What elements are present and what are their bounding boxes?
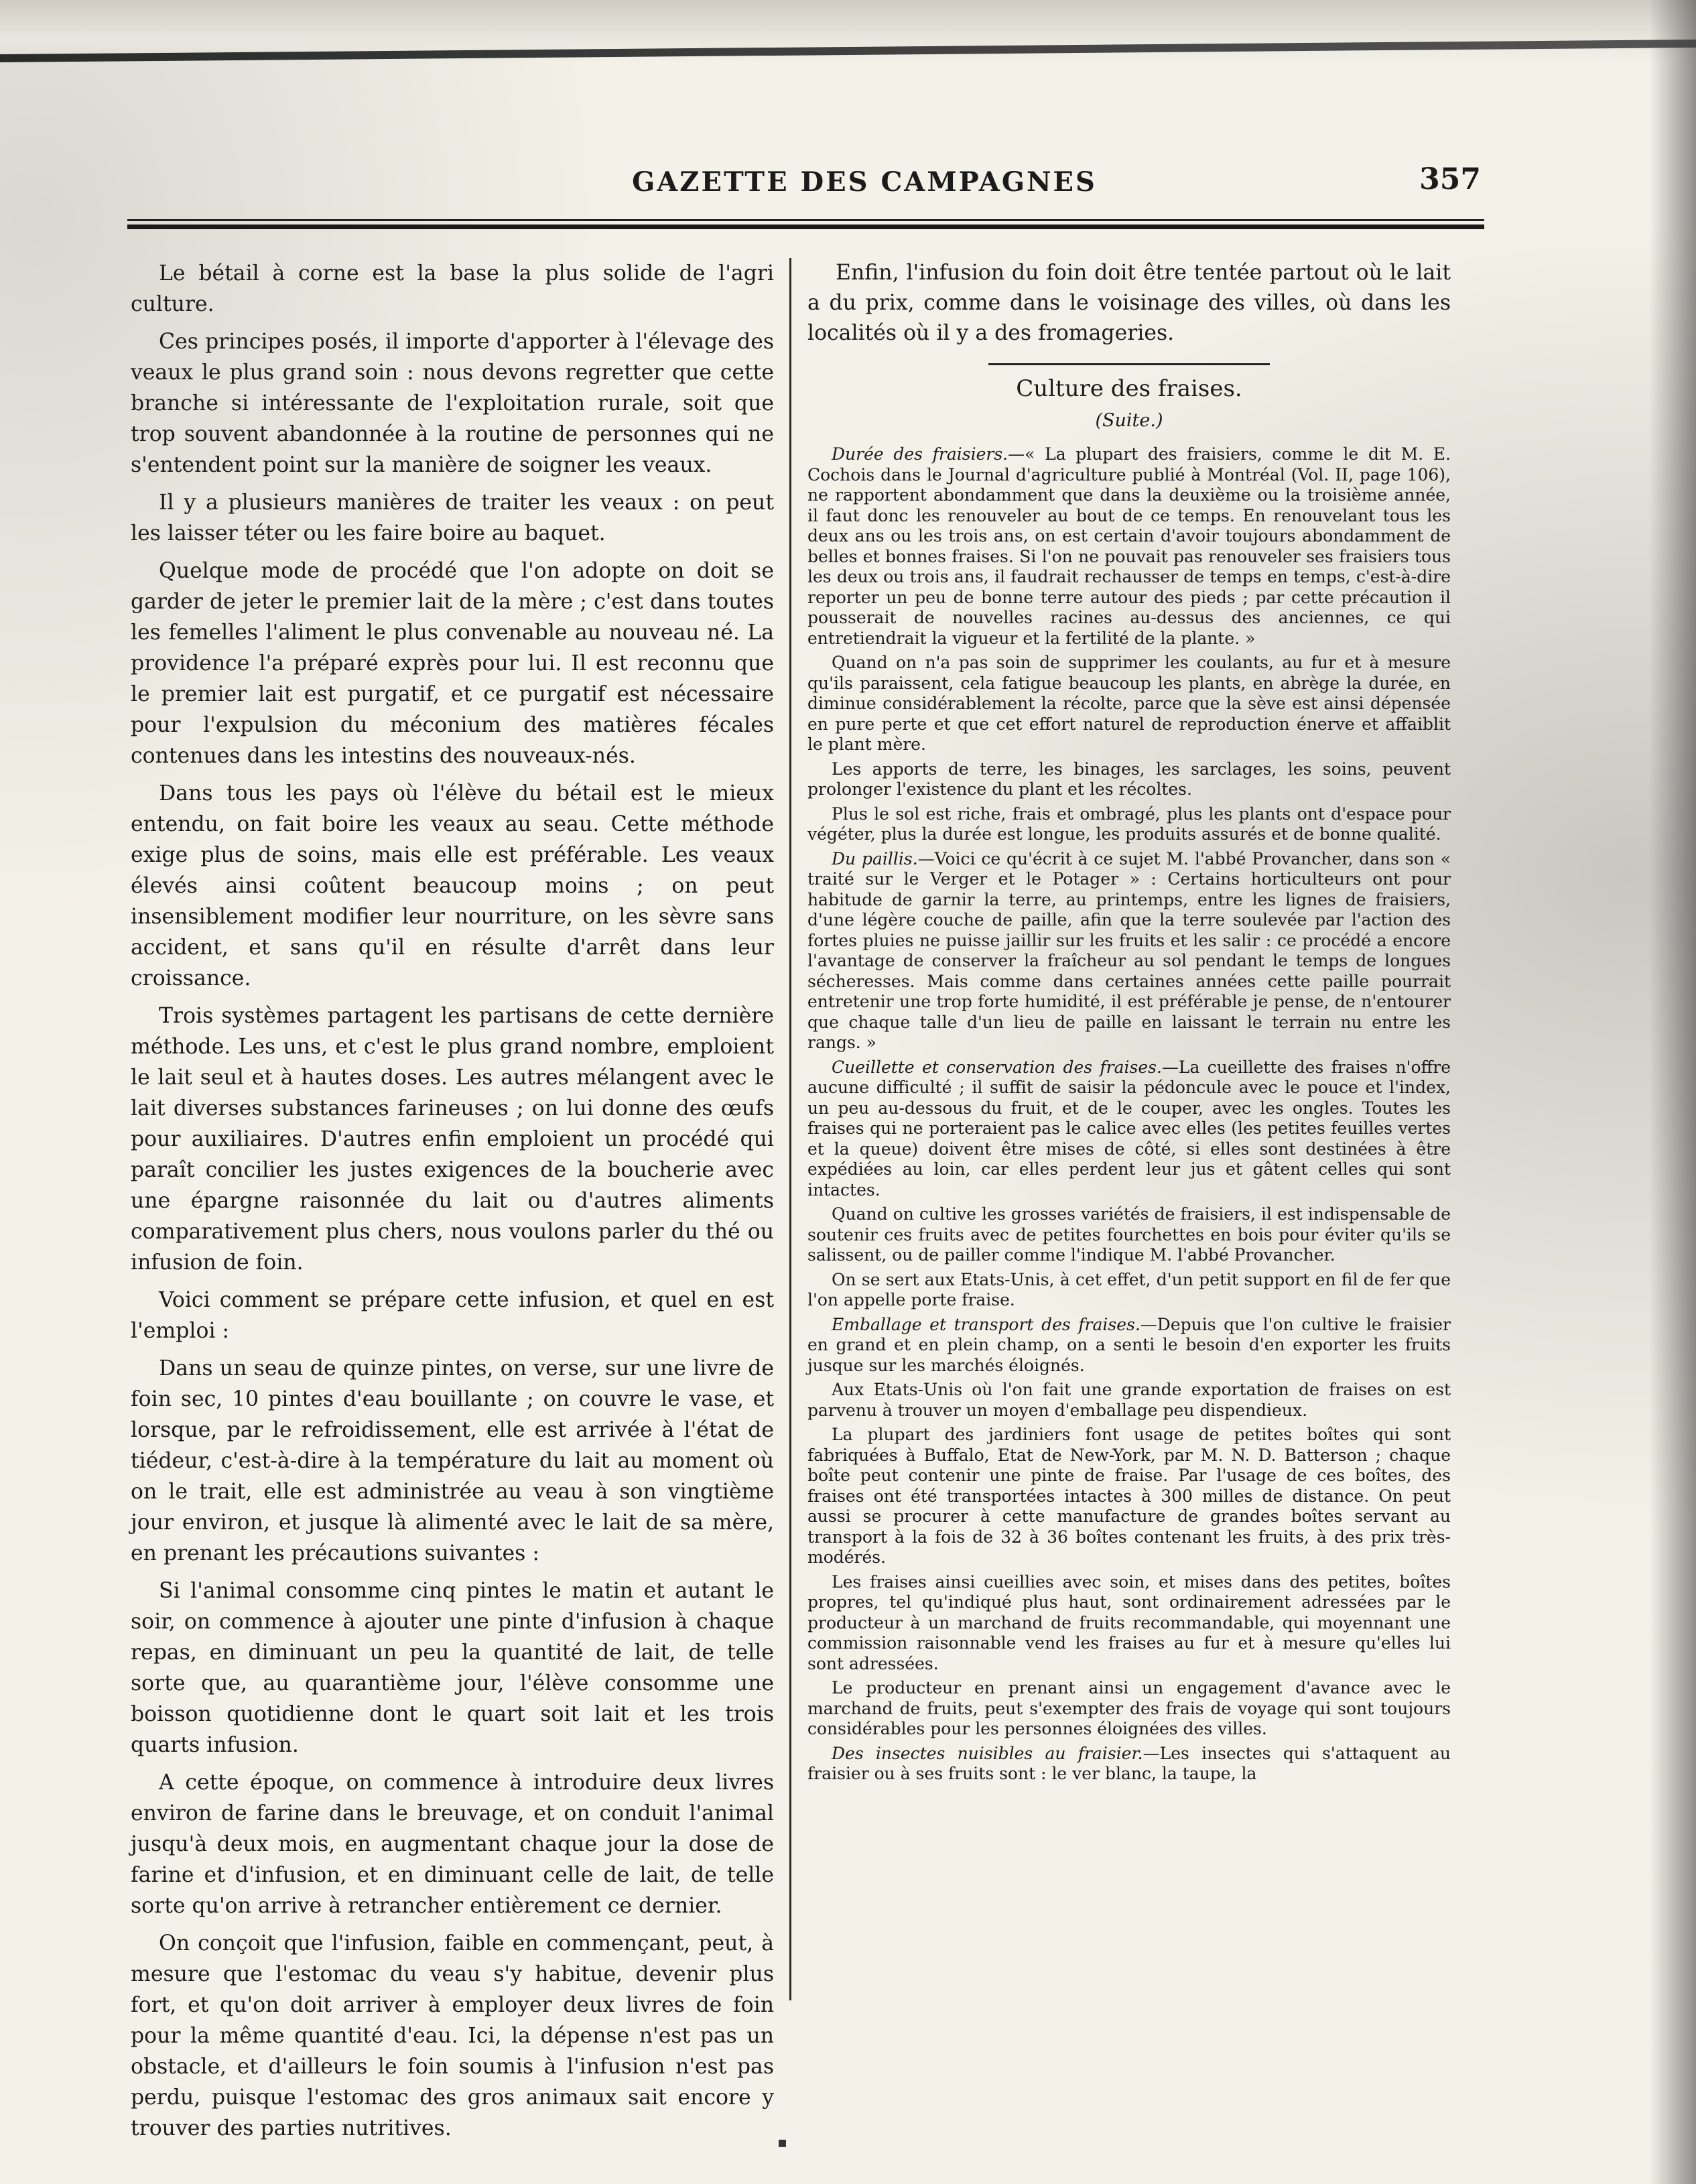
page-number: 357 xyxy=(1419,162,1481,196)
article-paragraph xyxy=(807,1204,1451,1266)
paragraph: Si l'animal consomme cinq pintes le matin et autant le soir, on commence à ajouter une pinte d'infusion à chaque repas, en diminuant un peu la quantité de lait, de telle sorte que, au quarantième jour, l'élève consomme une boisson quotidienne dont le quart soit lait et les trois quarts infusion. xyxy=(131,1579,774,1757)
paragraph-text: On se sert aux Etats-Unis, à cet effet, d'un petit support en fil de fer que l'on appelle porte fraise. xyxy=(807,1269,1451,1309)
paragraph: Trois systèmes partagent les partisans de cette dernière méthode. Les uns, et c'est le plus grand nombre, emploient le lait seul et à hautes doses. Les autres mélangent avec le lait diverses substances farineuses ; on lui donne des œufs pour auxiliaires. D'autres enfin emploient un procédé qui paraît concilier les justes exigences de la boucherie avec une épargne raisonnée du lait ou d'autres aliments comparativement plus chers, nous voulons parler du thé ou infusion de foin. xyxy=(131,1004,774,1275)
column-divider xyxy=(789,258,791,2000)
article-paragraph xyxy=(807,1057,1451,1201)
right-column-paragraphs xyxy=(807,444,1451,1785)
paragraph: On conçoit que l'infusion, faible en commençant, peut, à mesure que l'estomac du veau s'y habitue, devenir plus fort, et qu'on doit arriver à employer deux livres de foin pour la même quantité d'eau. Ici, la dépense n'est pas un obstacle, et d'ailleurs le foin soumis à l'infusion n'est pas perdu, puisque l'estomac des gros animaux sait encore y trouver des parties nutritives. xyxy=(131,1931,774,2140)
article-paragraph xyxy=(807,1380,1451,1421)
paragraph: Dans un seau de quinze pintes, on verse, sur une livre de foin sec, 10 pintes d'eau bouillante ; on couvre le vase, et lorsque, par le refroidissement, elle est arrivée à l'état de tiédeur, c'est-à-dire à la température du lait au moment où on le trait, elle est administrée au veau à son vingtième jour environ, et jusque là alimenté avec le lait de sa mère, en prenant les précautions suivantes : xyxy=(131,1356,774,1565)
article-paragraph xyxy=(807,1678,1451,1740)
paragraph-heading: Durée des fraisiers. xyxy=(832,444,1008,464)
paragraph: Voici comment se prépare cette infusion, et quel en est l'emploi : xyxy=(131,1288,774,1343)
article-paragraph xyxy=(807,1425,1451,1568)
article-paragraph xyxy=(807,1572,1451,1675)
paragraph-text: —Depuis que l'on cultive le fraisier en grand et en plein champ, on a senti le besoin d'en exporter les fruits jusque sur les marchés éloignés. xyxy=(807,1314,1451,1375)
header-rule-thin xyxy=(127,219,1484,221)
page-right-shadow xyxy=(1649,0,1696,2184)
paragraph-text: —« La plupart des fraisiers, comme le dit M. E. Cochois dans le Journal d'agriculture publié à Montréal (Vol. II, page 106), ne rapportent abondamment que dans la deuxième ou la troisième année, il faut donc les renouveler au bout de ce temps. En renouvelant tous les deux ans ou les trois ans, on est certain d'avoir toujours abondamment de belles et bonnes fraises. Si l'on ne pouvait pas renouveler ses fraisiers tous les deux ou trois ans, il faudrait rechausser de temps en temps, c'est-à-dire reporter un peu de bonne terre autour des pieds ; par cette précaution il pousserait de nouvelles racines au-dessus des anciennes, ce qui entretiendrait la vigueur et la fertilité de la plante. » xyxy=(807,444,1451,648)
paragraph-text: La plupart des jardiniers font usage de petites boîtes qui sont fabriquées à Buffalo, Etat de New-York, par M. N. D. Batterson ; chaque boîte peut contenir une pinte de fraise. Par l'usage de ces boîtes, des fraises ont été transportées intactes à 300 milles de distance. On peut aussi se procurer à cette manufacture de grandes boîtes servant au transport à la fois de 32 à 36 boîtes contenant les fruits, à des prix très-modérés. xyxy=(807,1425,1451,1567)
paragraph: Le bétail à corne est la base la plus solide de l'agri culture. xyxy=(131,261,774,316)
folio-mark: ▪ xyxy=(777,2134,787,2151)
article-paragraph xyxy=(807,1270,1451,1311)
section-subtitle: (Suite.) xyxy=(1095,410,1163,431)
paragraph-heading: Emballage et transport des fraises. xyxy=(832,1314,1140,1334)
paragraph-text: Le producteur en prenant ainsi un engagement d'avance avec le marchand de fruits, peut s'exempter des frais de voyage qui sont toujours considérables pour les personnes éloignées des villes. xyxy=(807,1678,1451,1738)
lead-paragraph: Enfin, l'infusion du foin doit être tentée partout où le lait a du prix, comme dans le voisinage des villes, où dans les localités où il y a des fromageries. xyxy=(807,261,1451,345)
paragraph-heading: Des insectes nuisibles au fraisier. xyxy=(832,1743,1143,1763)
article-paragraph xyxy=(807,1315,1451,1376)
article-paragraph xyxy=(807,444,1451,649)
paragraph-text: Les apports de terre, les binages, les sarclages, les soins, peuvent prolonger l'existence du plant et les récoltes. xyxy=(807,759,1451,799)
section-rule xyxy=(988,363,1270,365)
section-title: Culture des fraises. xyxy=(1016,375,1242,402)
paragraph: Il y a plusieurs manières de traiter les veaux : on peut les laisser téter ou les faire boire au baquet. xyxy=(131,491,774,545)
page-header xyxy=(127,161,1481,208)
article-paragraph xyxy=(807,1744,1451,1785)
paragraph-text: —Les insectes qui s'attaquent au fraisier ou à ses fruits sont : le ver blanc, la taupe, la xyxy=(807,1743,1451,1783)
paragraph-text: Plus le sol est riche, frais et ombragé, plus les plants ont d'espace pour végéter, plus la durée est longue, les produits assurés et de bonne qualité. xyxy=(807,804,1451,844)
header-rule-thick xyxy=(127,224,1484,229)
paragraph-text: Aux Etats-Unis où l'on fait une grande exportation de fraises on est parvenu à trouver un moyen d'emballage peu dispendieux. xyxy=(807,1380,1451,1420)
left-column xyxy=(131,258,774,2150)
paragraph: Ces principes posés, il importe d'apporter à l'élevage des veaux le plus grand soin : nous devons regretter que cette branche si intéressante de l'exploitation rurale, soit que trop souvent abandonnée à la routine de personnes qui ne s'entendent point sur la manière de soigner les veaux. xyxy=(131,330,774,477)
paragraph-text: —La cueillette des fraises n'offre aucune difficulté ; il suffit de saisir la pédoncule avec le pouce et l'index, un peu au-dessous du fruit, et de le couper, avec les ongles. Toutes les fraises qui ne porteraient pas le calice avec elles (les petites feuilles vertes et la queue) doivent être mises de côté, si elles sont destinées à être expédiées au loin, car elles perdent leur jus et gâtent celles qui sont intactes. xyxy=(807,1057,1451,1200)
paragraph: Quelque mode de procédé que l'on adopte on doit se garder de jeter le premier lait de la mère ; c'est dans toutes les femelles l'aliment le plus convenable au nouveau né. La providence l'a préparé exprès pour lui. Il est reconnu que le premier lait est purgatif, et ce purgatif est nécessaire pour l'expulsion du méconium des matières fécales contenues dans les intestins des nouveaux-nés. xyxy=(131,559,774,768)
publication-title: GAZETTE DES CAMPAGNES xyxy=(632,166,1097,198)
paragraph-heading: Cueillette et conservation des fraises. xyxy=(832,1057,1162,1077)
article-paragraph xyxy=(807,849,1451,1053)
article-paragraph xyxy=(807,759,1451,800)
paragraph-text: —Voici ce qu'écrit à ce sujet M. l'abbé Provancher, dans son « traité sur le Verger et le Potager » : Certains horticulteurs ont pour habitude de garnir la terre, au printemps, entre les lignes de fraisiers, d'une légère couche de paille, afin que la terre soulevée par l'action des fortes pluies ne puisse jaillir sur les fruits et les salir : ce procédé a encore l'avantage de conserver la fraîcheur au sol pendant le temps de longues sécheresses. Mais comme dans certaines années cette paille pourrait entretenir une trop forte humidité, il est préférable je pense, de n'entourer que chaque talle d'un lieu de paille en laissant le terrain nu entre les rangs. » xyxy=(807,848,1451,1052)
paragraph: A cette époque, on commence à introduire deux livres environ de farine dans le breuvage, et on conduit l'animal jusqu'à deux mois, en augmentant chaque jour la dose de farine et d'infusion, et en diminuant celle de lait, de telle sorte qu'on arrive à retrancher entièrement ce dernier. xyxy=(131,1771,774,1918)
article-paragraph xyxy=(807,653,1451,755)
paragraph-text: Quand on n'a pas soin de supprimer les coulants, au fur et à mesure qu'ils paraissent, cela fatigue beaucoup les plants, en abrège la durée, en diminue considérablement la récolte, parce que la sève est ainsi dépensée en pure perte et que cet effort naturel de reproduction énerve et affaiblit le plant mère. xyxy=(807,653,1451,754)
paragraph-text: Les fraises ainsi cueillies avec soin, et mises dans des petites, boîtes propres, tel qu'indiqué plus haut, sont ordinairement adressées par le producteur à un marchand de fruits recommandable, qui moyennant une commission raisonnable vend les fraises au fur et à mesure qu'elles lui sont adressées. xyxy=(807,1571,1451,1673)
paragraph: Dans tous les pays où l'élève du bétail est le mieux entendu, on fait boire les veaux au seau. Cette méthode exige plus de soins, mais elle est préférable. Les veaux élevés ainsi coûtent beaucoup moins ; on peut insensiblement modifier leur nourriture, on les sèvre sans accident, et sans qu'il en résulte d'arrêt dans leur croissance. xyxy=(131,781,774,990)
article-paragraph xyxy=(807,804,1451,845)
right-column xyxy=(807,258,1451,1789)
paragraph-text: Quand on cultive les grosses variétés de fraisiers, il est indispensable de soutenir ces fruits avec de petites fourchettes en bois pour éviter qu'ils se salissent, ou de pailler comme l'indique M. l'abbé Provancher. xyxy=(807,1204,1451,1265)
paragraph-heading: Du paillis. xyxy=(832,848,918,869)
